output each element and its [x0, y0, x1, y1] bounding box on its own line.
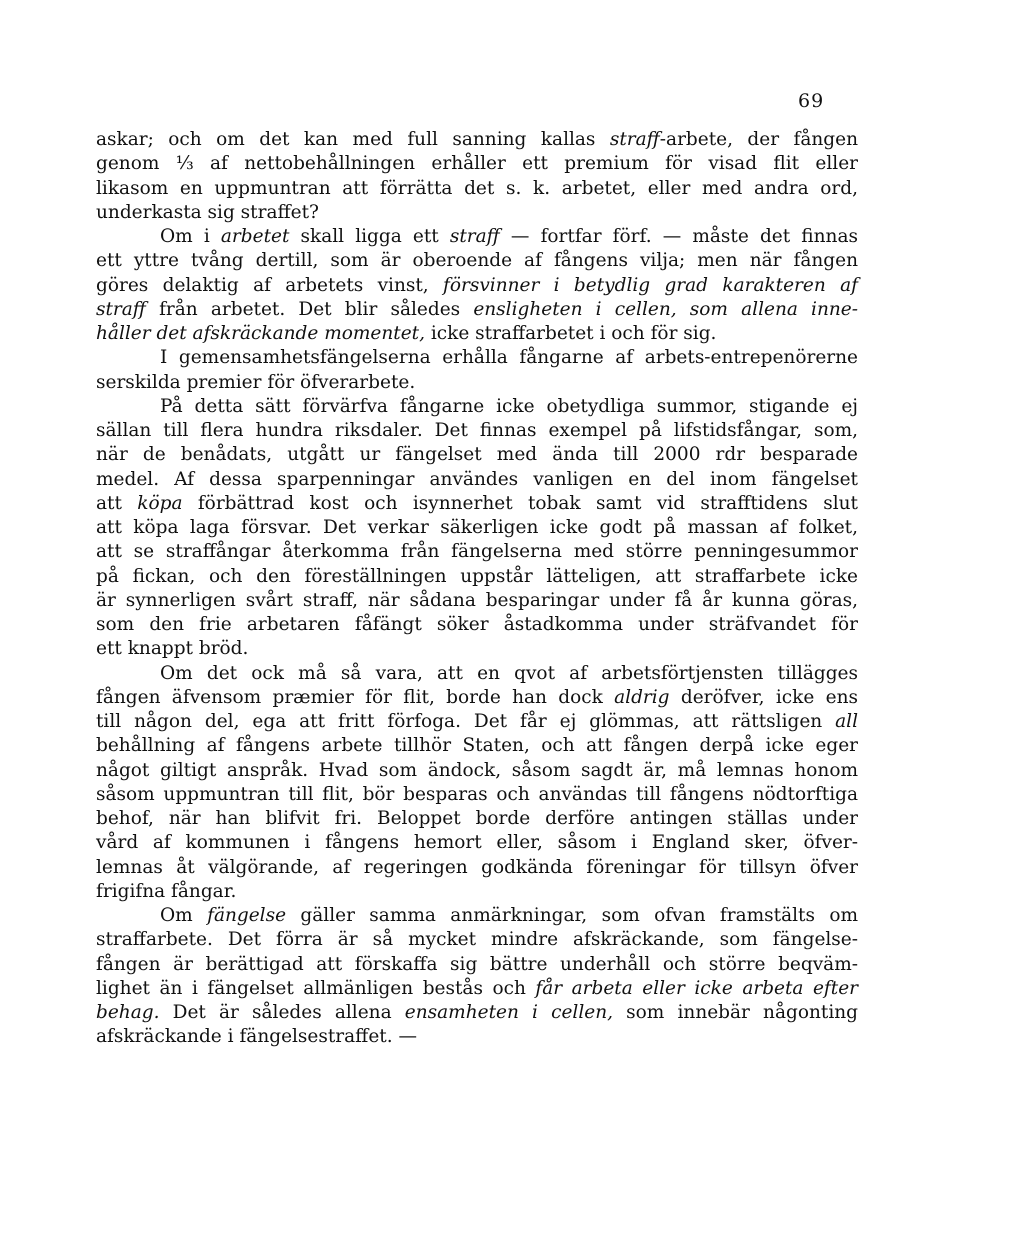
text-line — [96, 492, 858, 516]
text-line — [96, 807, 858, 831]
text-line — [96, 298, 858, 322]
text-line — [96, 152, 858, 176]
text-line — [96, 759, 858, 783]
text-line — [160, 346, 858, 370]
text-run: som den frie arbetaren fåfängt söker åstadkomma under sträfvandet för — [96, 614, 858, 635]
text-run: ett knappt bröd. — [96, 638, 249, 660]
text-run: ett yttre tvång dertill, som är oberoende af fångens vilja; men när fången — [96, 250, 858, 272]
text-run: vård af kommunen i fångens hemort eller, såsom i England sker, öfver- — [96, 832, 858, 854]
text-run: när de benådats, utgått ur fängelset med ända till 2000 rdr besparade — [96, 444, 858, 466]
text-line — [96, 540, 858, 564]
text-line — [96, 322, 858, 346]
text-run: Om — [160, 905, 208, 926]
text-run: lemnas åt välgörande, af regeringen godkända föreningar för tillsyn öfver — [96, 856, 858, 878]
italic-text: ensamheten i cellen, — [404, 1002, 613, 1023]
italic-text: håller det afskräckande momentet, — [96, 323, 425, 344]
text-run: underkasta sig straffet? — [96, 201, 319, 223]
text-run: är synnerligen svårt straff, när sådana besparingar under få år kunna göras, — [96, 589, 858, 611]
italic-text: ensligheten i cellen, som allena inne- — [473, 298, 858, 320]
text-run: från arbetet. Det blir således — [145, 298, 474, 320]
text-run: som innebär någonting — [613, 1002, 859, 1023]
text-line — [160, 225, 858, 249]
text-run: behållning af fångens arbete tillhör Staten, och att fången derpå icke eger — [96, 735, 858, 757]
text-line — [160, 662, 858, 686]
italic-text: all — [835, 711, 858, 732]
text-line — [96, 468, 858, 492]
text-run: göres delaktig af arbetets vinst, — [96, 274, 444, 296]
text-line — [96, 880, 858, 904]
text-line — [96, 734, 858, 758]
text-run: fången äfvensom præmier för flit, borde han dock — [96, 686, 615, 708]
text-line — [96, 201, 858, 225]
page-number: 69 — [798, 90, 825, 112]
text-run: afskräckande i fängelsestraffet. — — [96, 1026, 417, 1048]
text-run: att köpa laga försvar. Det verkar säkerligen icke godt på massan af folket, — [96, 517, 858, 538]
text-run: på fickan, och den föreställningen uppstår lätteligen, att straffarbete icke — [96, 565, 858, 587]
italic-text: aldrig — [614, 686, 670, 708]
text-line — [96, 783, 858, 807]
text-line — [96, 831, 858, 855]
text-run: straffarbete. Det förra är så mycket mindre afskräckande, som fängelse- — [96, 929, 858, 951]
italic-text: försvinner i betydlig grad karakteren af — [443, 274, 858, 296]
text-line — [96, 637, 858, 661]
text-run: skall ligga ett — [289, 226, 450, 247]
text-run: icke straffarbetet i och för sig. — [424, 323, 717, 344]
text-run: gäller samma anmärkningar, som ofvan framstälts om — [286, 905, 859, 926]
italic-text: arbetet — [220, 226, 290, 247]
text-line — [96, 589, 858, 613]
text-line — [96, 419, 858, 443]
text-line — [96, 977, 858, 1001]
text-run: Om det ock må så vara, att en qvot af arbetsförtjensten tillägges — [160, 662, 858, 684]
italic-text: behag. — [96, 1002, 160, 1023]
text-run: frigifna fångar. — [96, 880, 237, 902]
text-line — [96, 128, 858, 152]
text-line — [96, 565, 858, 589]
text-run: att se straffångar återkomma från fängelserna med större penningesummor — [96, 541, 858, 563]
text-line — [96, 249, 858, 273]
text-run: Om i — [160, 226, 221, 247]
italic-text: straff — [609, 129, 660, 150]
text-run: deröfver, icke ens — [669, 686, 858, 708]
text-line — [96, 856, 858, 880]
text-run: genom ⅓ af nettobehållningen erhåller ett premium för visad flit eller — [96, 153, 858, 175]
text-run: lighet än i fängelset allmänligen bestås och — [96, 977, 536, 999]
text-line — [96, 710, 858, 734]
text-line — [96, 1001, 858, 1025]
text-line — [96, 928, 858, 952]
text-line — [96, 613, 858, 637]
text-run: — fortfar förf. — måste det finnas — [499, 226, 858, 247]
text-line — [96, 1025, 858, 1049]
text-run: askar; och om det kan med full sanning kallas — [96, 129, 610, 150]
text-line — [96, 274, 858, 298]
text-run: -arbete, der fången — [659, 129, 858, 150]
text-line — [96, 686, 858, 710]
text-line — [160, 904, 858, 928]
text-run: sällan till flera hundra riksdaler. Det finnas exempel på lifstidsfångar, som, — [96, 420, 858, 441]
text-line — [96, 371, 858, 395]
text-run: fången är berättigad att förskaffa sig bättre underhåll och större beqväm- — [96, 953, 858, 975]
italic-text: köpa — [137, 492, 183, 514]
text-run: serskilda premier för öfverarbete. — [96, 371, 416, 393]
text-line — [96, 516, 858, 540]
text-run: På detta sätt förvärfva fångarne icke obetydliga summor, stigande ej — [160, 395, 858, 417]
text-run: medel. Af dessa sparpenningar användes vanligen en del inom fängelset — [96, 468, 858, 490]
text-line — [96, 953, 858, 977]
text-run: I gemensamhetsfängelserna erhålla fångarne af arbets-entrepenörerne — [160, 347, 858, 369]
italic-text: straff — [96, 298, 146, 320]
italic-text: får arbeta eller icke arbeta efter — [535, 977, 858, 999]
text-run: något giltigt anspråk. Hvad som ändock, såsom sagdt är, må lemnas honom — [96, 759, 858, 781]
text-run: Det är således allena — [159, 1002, 405, 1023]
italic-text: fängelse — [207, 905, 287, 926]
text-line — [160, 395, 858, 419]
text-run: förbättrad kost och isynnerhet tobak samt vid strafftidens slut — [182, 492, 858, 514]
italic-text: straff — [449, 226, 500, 247]
text-run: såsom uppmuntran till flit, bör besparas och användas till fångens nödtorftiga — [96, 783, 858, 805]
text-run: likasom en uppmuntran att förrätta det s. k. arbetet, eller med andra ord, — [96, 177, 858, 199]
text-line — [96, 177, 858, 201]
text-run: behof, när han blifvit fri. Beloppet borde derföre antingen ställas under — [96, 808, 858, 829]
text-run: att — [96, 492, 138, 514]
text-run: till någon del, ega att fritt förfoga. Det får ej glömmas, att rättsligen — [96, 711, 836, 732]
text-line — [96, 443, 858, 467]
